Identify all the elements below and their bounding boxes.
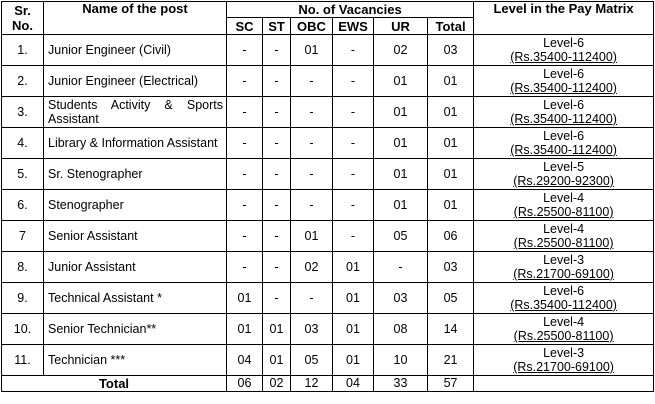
sc-total: 06 [227,376,263,392]
table-row [2,283,654,314]
header-st: ST [263,18,291,35]
table-row [2,345,654,376]
obc-count: - [291,159,333,190]
st-count: - [263,66,291,97]
pay-level [474,345,654,376]
table-row [2,35,654,66]
table-row [2,221,654,252]
obc-count: 05 [291,345,333,376]
pay-level [474,252,654,283]
post-name: Senior Assistant [44,221,227,252]
vacancy-table [1,1,654,392]
level-label: Level-4 [543,191,585,205]
post-name: Technical Assistant * [44,283,227,314]
st-count: - [263,190,291,221]
post-name: Sr. Stenographer [44,159,227,190]
post-name: Library & Information Assistant [44,128,227,159]
table-row [2,252,654,283]
obc-count: - [291,66,333,97]
obc-count: - [291,97,333,128]
grand-total: 57 [428,376,474,392]
ur-count: 01 [374,97,428,128]
obc-count: 01 [291,221,333,252]
ews-count: - [333,190,374,221]
obc-count: - [291,128,333,159]
total-count: 05 [428,283,474,314]
post-name: Students Activity & Sports Assistant [44,97,227,128]
total-count: 01 [428,97,474,128]
header-ur: UR [374,18,428,35]
ews-count: - [333,66,374,97]
st-count: - [263,159,291,190]
pay-range: (Rs.29200-92300) [513,174,614,188]
ur-count: 05 [374,221,428,252]
ews-total: 04 [333,376,374,392]
level-label: Level-6 [543,98,585,112]
sr-no: 7 [2,221,44,252]
ews-count: 01 [333,314,374,345]
post-name: Senior Technician** [44,314,227,345]
pay-range: (Rs.35400-112400) [510,112,617,126]
obc-total: 12 [291,376,333,392]
ews-count: - [333,97,374,128]
table-row [2,314,654,345]
pay-range: (Rs.35400-112400) [510,143,617,157]
sc-count: 04 [227,345,263,376]
level-label: Level-4 [543,222,585,236]
sr-no: 9. [2,283,44,314]
header-vacancies: No. of Vacancies [227,2,474,18]
pay-level [474,66,654,97]
level-label: Level-6 [543,284,585,298]
sr-no: 2. [2,66,44,97]
ur-count: 01 [374,159,428,190]
sc-count: - [227,190,263,221]
sr-no: 10. [2,314,44,345]
obc-count: 03 [291,314,333,345]
table-row [2,159,654,190]
sc-count: - [227,252,263,283]
ur-count: 01 [374,190,428,221]
level-label: Level-6 [543,129,585,143]
header-sc: SC [227,18,263,35]
total-count: 01 [428,159,474,190]
totals-row [2,376,654,392]
total-count: 03 [428,252,474,283]
post-name: Junior Engineer (Civil) [44,35,227,66]
sc-count: - [227,221,263,252]
pay-range: (Rs.25500-81100) [513,236,614,250]
post-name: Junior Assistant [44,252,227,283]
pay-level [474,190,654,221]
sc-count: - [227,35,263,66]
pay-range: (Rs.25500-81100) [513,205,614,219]
table-row [2,66,654,97]
st-count: - [263,283,291,314]
sc-count: 01 [227,283,263,314]
ur-count: 01 [374,128,428,159]
st-count: - [263,221,291,252]
sr-no: 1. [2,35,44,66]
pay-level [474,128,654,159]
header-sr-no: Sr. No. [2,2,44,35]
ews-count: 01 [333,252,374,283]
pay-level [474,283,654,314]
st-count: - [263,128,291,159]
sr-no: 5. [2,159,44,190]
totals-label: Total [2,376,227,392]
total-count: 01 [428,190,474,221]
totals-empty-cell [474,376,654,392]
ews-count: 01 [333,345,374,376]
total-count: 01 [428,66,474,97]
level-label: Level-6 [543,36,585,50]
level-label: Level-4 [543,315,585,329]
pay-level [474,159,654,190]
sc-count: - [227,66,263,97]
sc-count: - [227,159,263,190]
sr-no: 6. [2,190,44,221]
ews-count: - [333,35,374,66]
level-label: Level-6 [543,67,585,81]
header-total: Total [428,18,474,35]
pay-level [474,314,654,345]
level-label: Level-3 [543,346,585,360]
sr-no: 4. [2,128,44,159]
sc-count: - [227,128,263,159]
header-post-name: Name of the post [44,2,227,35]
sr-no: 11. [2,345,44,376]
st-count: - [263,35,291,66]
st-count: - [263,252,291,283]
obc-count: - [291,283,333,314]
obc-count: 02 [291,252,333,283]
total-count: 06 [428,221,474,252]
ur-count: 02 [374,35,428,66]
st-count: 01 [263,345,291,376]
header-ews: EWS [333,18,374,35]
ur-count: 08 [374,314,428,345]
ews-count: - [333,159,374,190]
st-total: 02 [263,376,291,392]
table-row [2,190,654,221]
pay-level [474,221,654,252]
st-count: 01 [263,314,291,345]
post-name: Technician *** [44,345,227,376]
st-count: - [263,97,291,128]
pay-level [474,35,654,66]
sr-no: 3. [2,97,44,128]
sc-count: 01 [227,314,263,345]
total-count: 03 [428,35,474,66]
ur-count: 03 [374,283,428,314]
ews-count: - [333,221,374,252]
table-row [2,97,654,128]
sr-no: 8. [2,252,44,283]
ur-count: 01 [374,66,428,97]
ur-count: - [374,252,428,283]
header-obc: OBC [291,18,333,35]
table-row [2,128,654,159]
level-label: Level-3 [543,253,585,267]
pay-range: (Rs.21700-69100) [513,360,614,374]
pay-range: (Rs.25500-81100) [513,329,614,343]
total-count: 14 [428,314,474,345]
header-pay-level: Level in the Pay Matrix [474,2,654,35]
sc-count: - [227,97,263,128]
level-label: Level-5 [543,160,585,174]
total-count: 01 [428,128,474,159]
ur-count: 10 [374,345,428,376]
pay-level [474,97,654,128]
pay-range: (Rs.35400-112400) [510,298,617,312]
obc-count: 01 [291,35,333,66]
ews-count: 01 [333,283,374,314]
ur-total: 33 [374,376,428,392]
pay-range: (Rs.21700-69100) [513,267,614,281]
obc-count: - [291,190,333,221]
pay-range: (Rs.35400-112400) [510,50,617,64]
post-name: Stenographer [44,190,227,221]
post-name: Junior Engineer (Electrical) [44,66,227,97]
ews-count: - [333,128,374,159]
total-count: 21 [428,345,474,376]
pay-range: (Rs.35400-112400) [510,81,617,95]
